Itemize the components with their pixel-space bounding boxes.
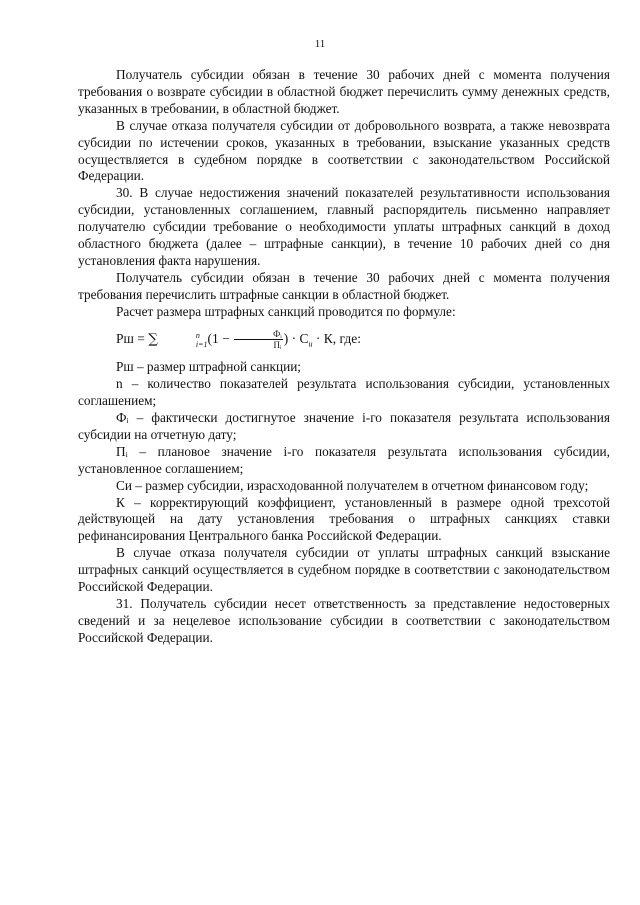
formula-sum-lower: i=1 (195, 339, 208, 349)
formula-sum-symbol: ∑ (148, 330, 158, 347)
formula-sum-limits (158, 331, 208, 349)
definition-fi: Фᵢ – фактически достигнутое значение i-го показателя результата использования субсидии на отчетную дату; (78, 410, 610, 442)
formula-fraction-numerator: Фᵢ (234, 329, 283, 340)
definition-ci: Cи – размер субсидии, израсходованной получателем в отчетном финансовом году; (116, 477, 589, 493)
formula-lhs: Рш (116, 330, 134, 346)
document-body (78, 67, 610, 647)
formula-dot-1: · (291, 330, 297, 346)
definition-pi: Пᵢ – плановое значение i-го показателя результата использования субсидии, установленное соглашением; (78, 443, 610, 476)
formula-fraction (234, 329, 283, 350)
paragraph-refusal-penalty: В случае отказа получателя субсидии от уплаты штрафных санкций взыскание штрафных санкций осуществляется в судебном порядке в соответствии с законодательством Российской Федерации. (78, 545, 610, 595)
formula-c: С (299, 330, 309, 346)
formula-equals: = (137, 330, 145, 346)
formula-dot-2: · (315, 330, 321, 346)
formula-tail: К, где: (323, 330, 361, 346)
paragraph-item-30: 30. В случае недостижения значений показателей результативности использования субсидии, установленных соглашением, главный распорядитель письменно направляет получателю субсидии требование о необходимости уплаты штрафных санкций в доход областного бюджета (далее – штрафные санкции), в течение 10 рабочих дней со дня установления факта нарушения. (78, 185, 610, 268)
paragraph-refund-deadline: Получатель субсидии обязан в течение 30 рабочих дней с момента получения требования о возврате субсидии в областной бюджет перечислить сумму денежных средств, указанных в требовании, в областной бюджет. (78, 67, 610, 116)
formula-open: (1 − (207, 330, 230, 346)
paragraph-penalty-deadline: Получатель субсидии обязан в течение 30 рабочих дней с момента получения требования перечислить штрафные санкции в областной бюджет. (78, 269, 610, 302)
definition-rsh: Рш – размер штрафной санкции; (116, 359, 302, 375)
paragraph-refusal-refund: В случае отказа получателя субсидии от добровольного возврата, а также невозврата субсидии по истечении сроков, указанных в требовании, взыскание указанных средств осуществляется в судебном порядке в соответствии с законодательством Российской Федерации. (78, 117, 610, 184)
definition-k: К – корректирующий коэффициент, установленный в размере одной трехсотой действующей на дату установления требования о штрафных санкциях ставки рефинансирования Центрального банка Российской Федерации. (78, 494, 610, 544)
penalty-formula (78, 328, 610, 356)
formula-c-subscript: и (308, 339, 313, 349)
paragraph-item-31: 31. Получатель субсидии несет ответственность за представление недостоверных сведений и за нецелевое использование субсидии в соответствии с законодательством Российской Федерации. (78, 595, 610, 645)
page-number: 11 (314, 38, 326, 50)
formula-close: ) (283, 330, 289, 346)
definition-n: n – количество показателей результата использования субсидии, установленных соглашением; (78, 376, 610, 409)
formula-fraction-denominator: Пᵢ (273, 340, 282, 350)
formula-sum-upper: n (195, 330, 200, 340)
paragraph-formula-intro: Расчет размера штрафных санкций проводится по формуле: (116, 303, 456, 319)
